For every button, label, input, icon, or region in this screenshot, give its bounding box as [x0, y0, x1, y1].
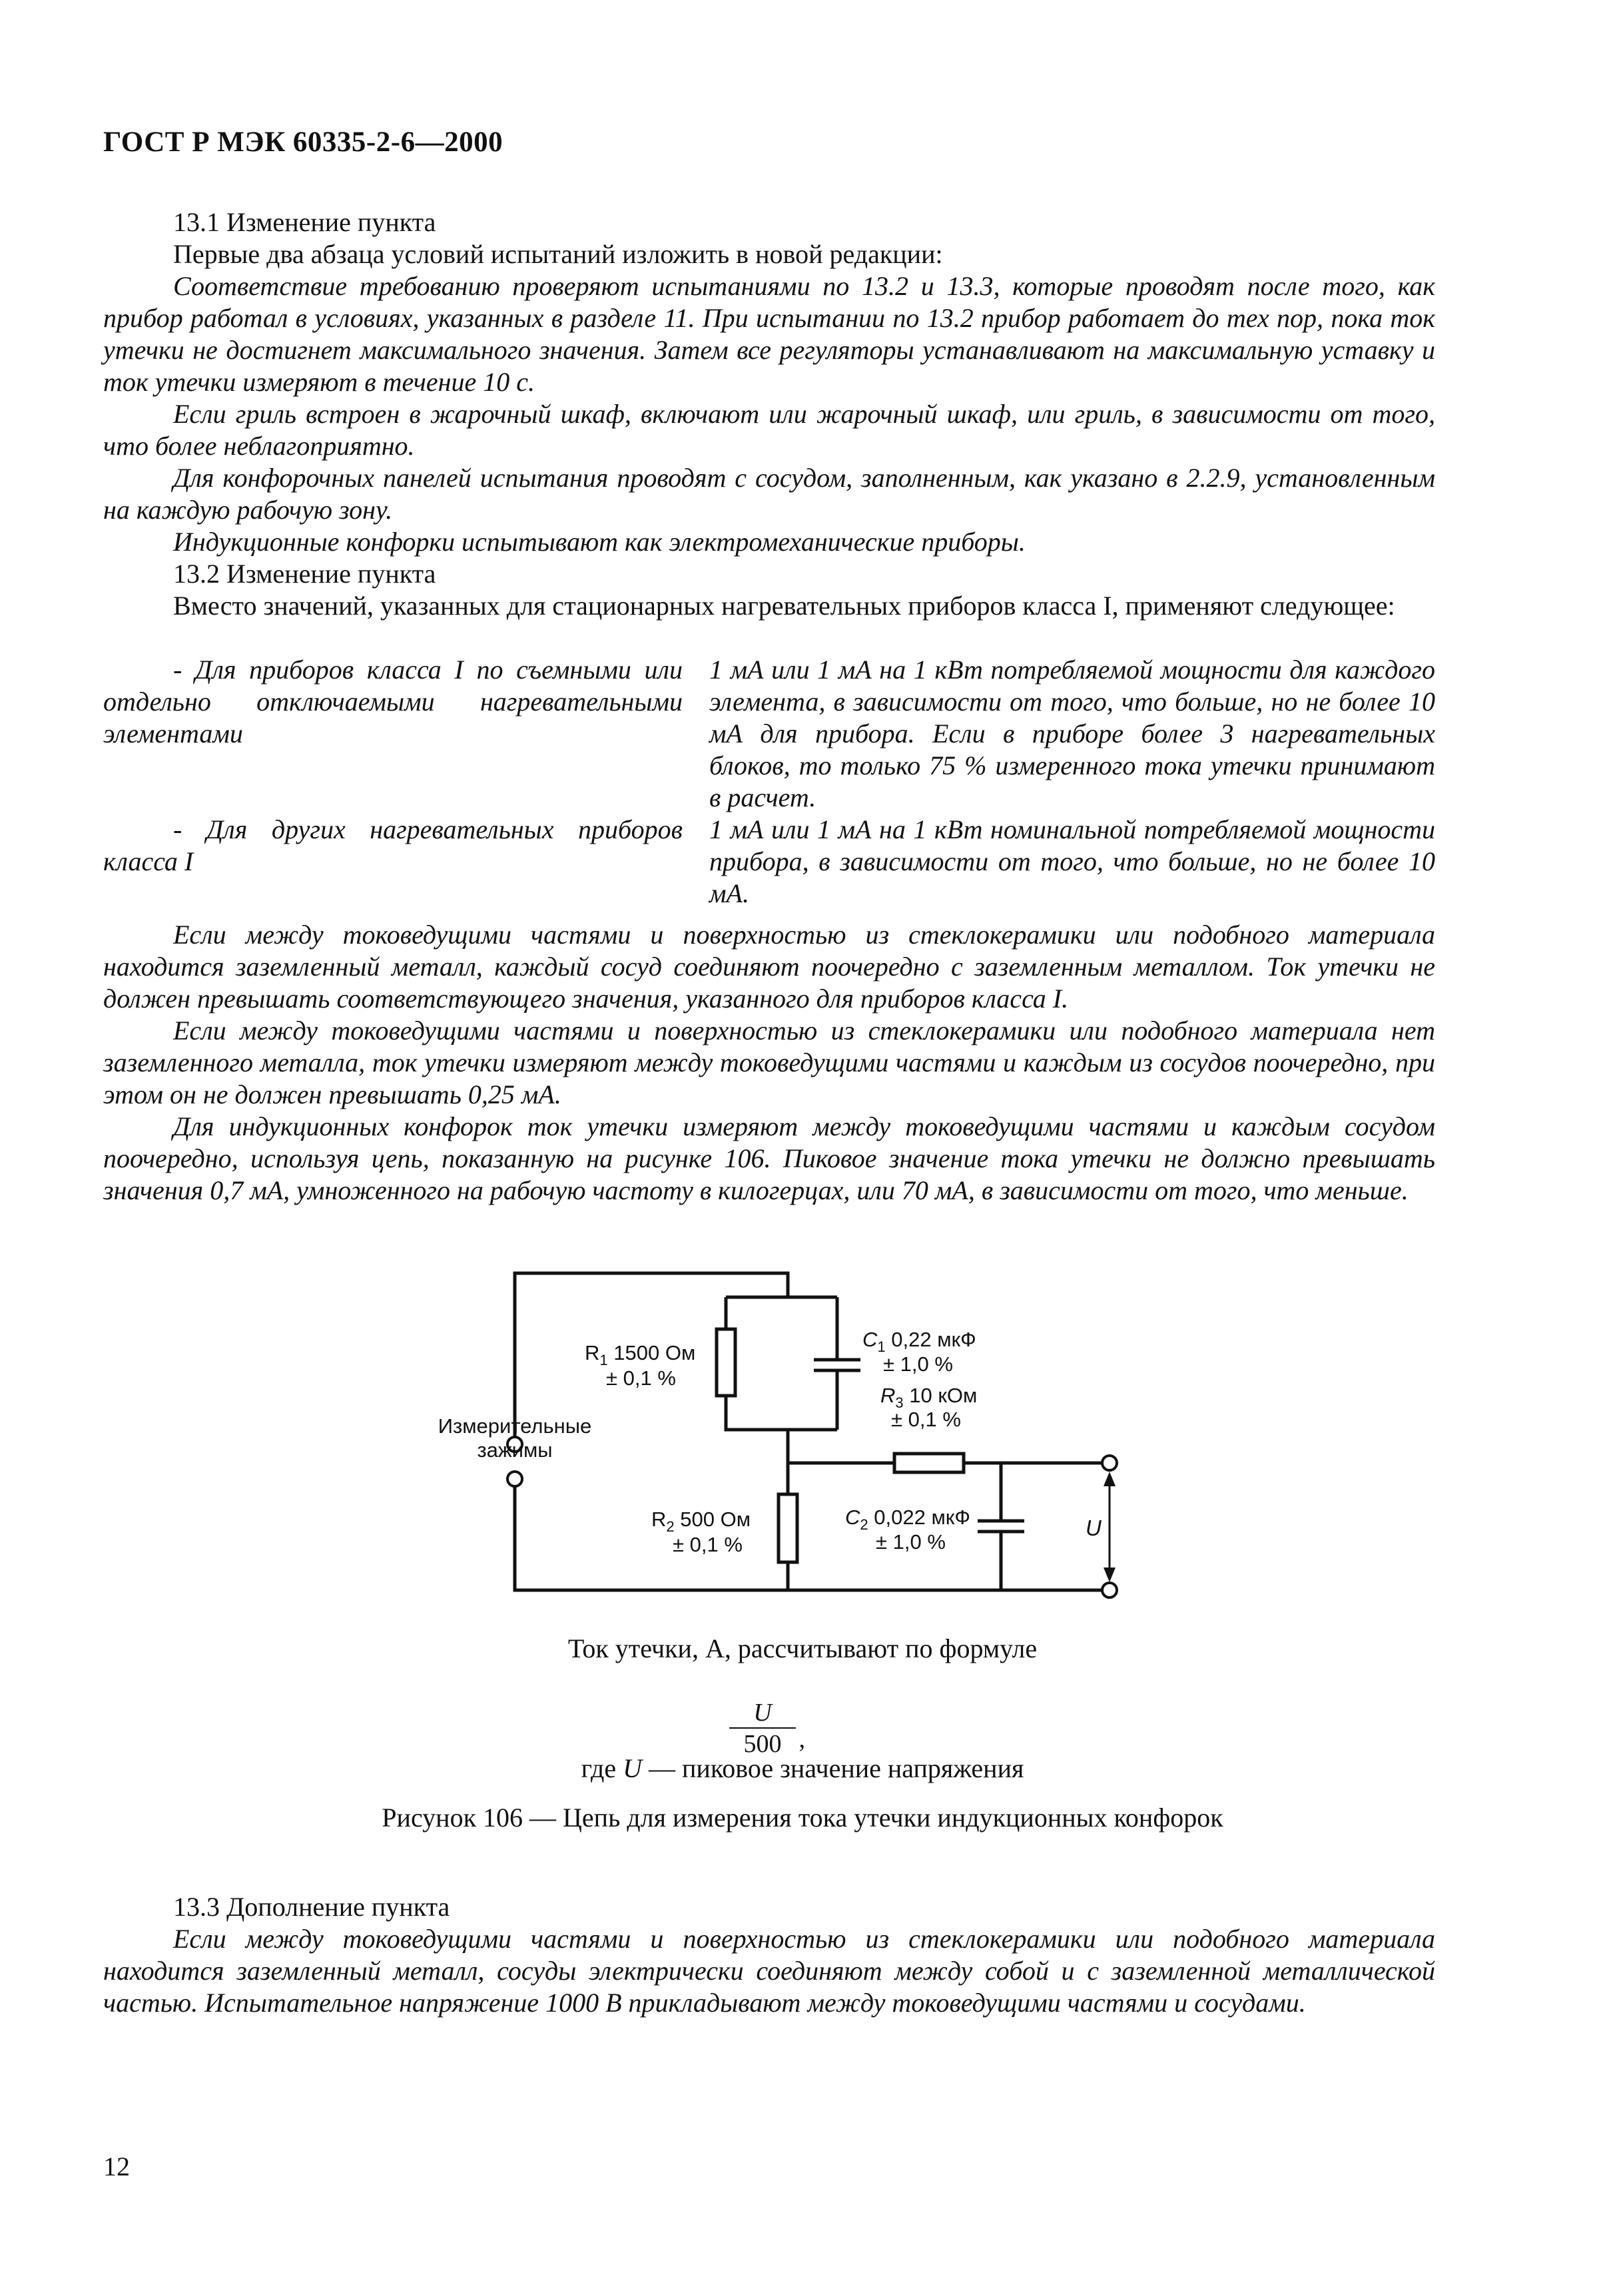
resistor-r3 — [894, 1454, 964, 1472]
leakage-circuit-diagram — [413, 1260, 1145, 1606]
label-r3: $R_3$ 10 кОм — [880, 1384, 978, 1411]
formula-where — [0, 1753, 1605, 1785]
formula-where-prefix: где — [581, 1753, 623, 1783]
label-r2: $R_2$ 500 Ом — [651, 1508, 751, 1535]
label-voltage-u: U — [1086, 1516, 1102, 1540]
formula-numerator: U — [729, 1698, 796, 1729]
formula-where-variable: U — [623, 1753, 643, 1783]
terminal-lower — [507, 1472, 522, 1486]
label-terminals-line2: зажимы — [477, 1438, 553, 1462]
paragraph: Если между токоведущими частями и поверхностью из стеклокерамики или подобного материала находится заземленный металл, сосуды электрически соединяют между собой и с заземленной металлической частью. Испытательное напряжение 1000 В прикладывают между токоведущими частями и сосудами. — [103, 1924, 1435, 2018]
resistor-r1 — [717, 1329, 735, 1396]
document-header: ГОСТ Р МЭК 60335-2-6—2000 — [103, 127, 503, 158]
requirement-value: 1 мА или 1 мА на 1 кВт потребляемой мощности для каждого элемента, в зависимости от того, что больше, но не более 10 мА для прибора. Если в приборе более 3 нагревательных блоков, то только 75 % измеренного тока утечки принимают в расчет. — [709, 655, 1435, 812]
paragraph: Индукционные конфорки испытывают как электромеханические приборы. — [173, 527, 1026, 557]
section-13-1 — [103, 206, 1435, 558]
paragraph: Если между токоведущими частями и поверхностью из стеклокерамики или подобного материала нет заземленного металла, ток утечки измеряют между токоведущими частями и каждым из сосудов поочередно, при этом он не должен превышать 0,25 мА. — [103, 1015, 1435, 1109]
section-intro: Первые два абзаца условий испытаний изложить в новой редакции: — [173, 239, 943, 269]
resistor-r2 — [779, 1494, 797, 1562]
page-number: 12 — [103, 2152, 130, 2181]
formula-where-text: — пиковое значение напряжения — [642, 1753, 1024, 1783]
label-c2: $C_2$ 0,022 мкФ — [845, 1506, 970, 1533]
requirement-row — [103, 654, 1435, 814]
paragraph: Соответствие требованию проверяют испытаниями по 13.2 и 13.3, которые проводят после того, как прибор работал в условиях, указанных в разделе 11. При испытании по 13.2 прибор работает до тех пор, пока ток утечки не достигнет максимального значения. Затем все регуляторы устанавливают на максимальную уставку и ток утечки измеряют в течение 10 с. — [103, 271, 1435, 397]
section-heading-13-2: 13.2 Изменение пункта — [173, 559, 436, 589]
requirement-condition: - Для других нагревательных приборов класса I — [103, 814, 683, 876]
label-terminals-line1: Измерительные — [438, 1414, 592, 1438]
voltage-arrow-head-down — [1104, 1568, 1116, 1582]
formula-intro: Ток утечки, А, рассчитывают по формуле — [567, 1633, 1038, 1663]
paragraph: Если гриль встроен в жарочный шкаф, включают или жарочный шкаф, или гриль, в зависимости от того, что более неблагоприятно. — [103, 399, 1435, 461]
label-r1-tolerance: ± 0,1 % — [606, 1366, 676, 1390]
requirement-value: 1 мА или 1 мА на 1 кВт номинальной потребляемой мощности прибора, в зависимости от того, что больше, но не более 10 мА. — [709, 814, 1435, 908]
formula-punctuation: , — [799, 1725, 805, 1753]
paragraph: Для конфорочных панелей испытания проводят с сосудом, заполненным, как указано в 2.2.9, установленным на каждую рабочую зону. — [103, 463, 1435, 525]
section-13-3 — [103, 1891, 1435, 2019]
wire-r1-bottom — [726, 1396, 837, 1430]
label-r3-tolerance: ± 0,1 % — [891, 1408, 961, 1431]
section-13-2-text — [103, 919, 1435, 1207]
figure-caption: Рисунок 106 — Цепь для измерения тока утечки индукционных конфорок — [382, 1803, 1223, 1833]
voltage-arrow-head-up — [1104, 1472, 1116, 1486]
requirement-condition: - Для приборов класса I по съемными или отдельно отключаемыми нагревательными элементами — [103, 655, 683, 748]
label-c1-tolerance: ± 1,0 % — [883, 1352, 953, 1376]
label-r1: $R_1$ 1500 Ом — [585, 1341, 696, 1368]
formula-fraction — [729, 1698, 805, 1759]
section-intro: Вместо значений, указанных для стационарных нагревательных приборов класса I, применяют следующее: — [173, 591, 1395, 621]
output-terminal-lower — [1102, 1583, 1117, 1597]
formula-denominator: 500 — [743, 1730, 782, 1758]
section-heading-13-1: 13.1 Изменение пункта — [173, 207, 436, 237]
output-terminal-upper — [1102, 1456, 1117, 1470]
paragraph: Если между токоведущими частями и поверхностью из стеклокерамики или подобного материала находится заземленный металл, каждый сосуд соединяют поочередно с заземленным металлом. Ток утечки не должен превышать соответствующего значения, указанного для приборов класса I. — [103, 920, 1435, 1013]
label-c2-tolerance: ± 1,0 % — [876, 1530, 946, 1554]
paragraph: Для индукционных конфорок ток утечки измеряют между токоведущими частями и каждым сосудом поочередно, используя цепь, показанную на рисунке 106. Пиковое значение тока утечки не должно превышать значения 0,7 мА, умноженного на рабочую частоту в килогерцах, или 70 мА, в зависимости от того, что меньше. — [103, 1111, 1435, 1205]
label-r2-tolerance: ± 0,1 % — [673, 1533, 743, 1556]
label-c1: $C_1$ 0,22 мкФ — [862, 1328, 976, 1355]
circuit-svg — [413, 1260, 1145, 1606]
section-13-2 — [103, 558, 1435, 622]
requirement-row — [103, 814, 1435, 910]
wire-bottom — [515, 1487, 1102, 1590]
section-heading-13-3: 13.3 Дополнение пункта — [173, 1892, 450, 1922]
